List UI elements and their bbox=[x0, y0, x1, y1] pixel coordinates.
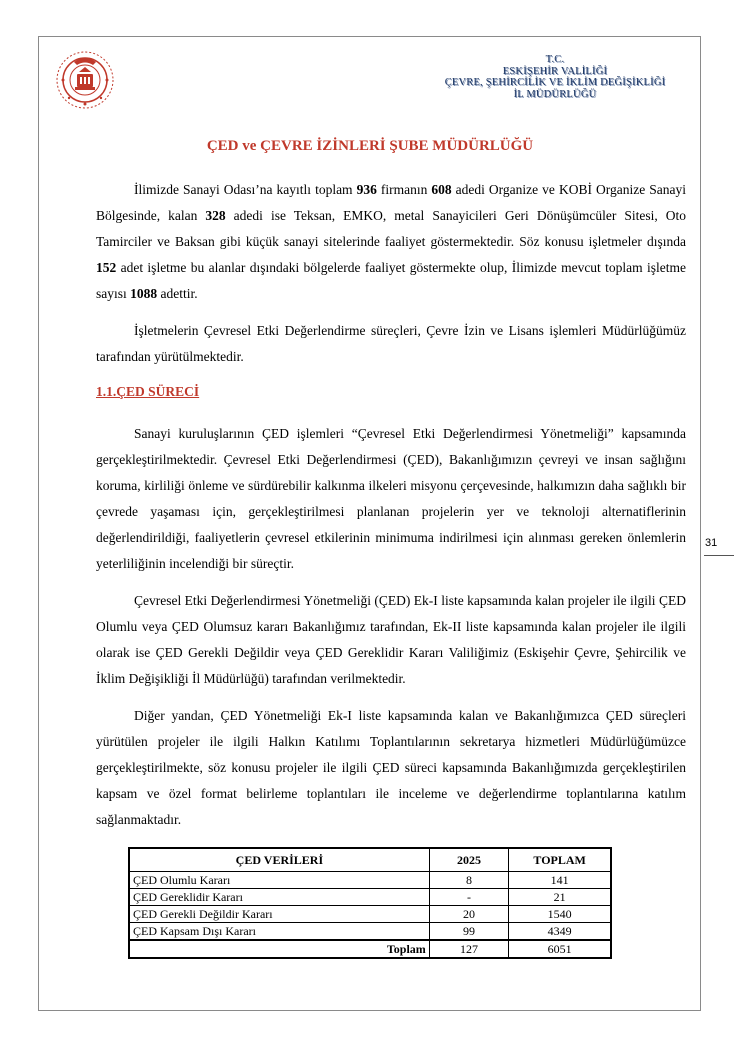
paragraph-4: Çevresel Etki Değerlendirmesi Yönetmeliği (ÇED) Ek-I liste kapsamında kalan projeler ile ilgili ÇED Olumlu veya ÇED Olumsuz kararı Bakanlığımız tarafından, Ek-II liste kapsamında kalan projeler ile ilgili olarak ise ÇED Gerekli Değildir veya ÇED Gereklidir Kararı Valiliğimiz (Eskişehir Çevre, Şehircilik ve İklim Değişikliği İl Müdürlüğü) tarafından verilmektedir. bbox=[96, 593, 686, 686]
table-cell: ÇED Olumlu Kararı bbox=[129, 872, 429, 889]
ced-data-table bbox=[128, 847, 612, 959]
table-row bbox=[129, 923, 611, 941]
header-line-1: T.C. bbox=[545, 54, 565, 65]
table-cell: 20 bbox=[429, 906, 509, 923]
page-number: 31 bbox=[705, 537, 718, 549]
paragraph-5: Diğer yandan, ÇED Yönetmeliği Ek-I liste kapsamında kalan ve Bakanlığımızca ÇED süreçleri yürütülen projeler ile ilgili Halkın Katılımı Toplantılarının sekretarya hizmetleri Müdürlüğümüzce gerçekleştirilmekte, söz konusu projeler ile ilgili ÇED süreci kapsamında Bakanlığımızda gerçekleştirilen kapsam ve özel format belirleme toplantıları ile inceleme ve değerlendirme toplantılarına katılım sağlanmaktadır. bbox=[96, 708, 686, 827]
table-row bbox=[129, 889, 611, 906]
total-2025: 127 bbox=[429, 940, 509, 958]
paragraph-3: Sanayi kuruluşlarının ÇED işlemleri “Çevresel Etki Değerlendirmesi Yönetmeliği” kapsamında gerçekleştirilmektedir. Çevresel Etki Değerlendirmesi (ÇED), Bakanlığımızın çevreyi ve insan sağlığını koruma, kirliliği önleme ve sürdürebilir kalkınma ilkeleri misyonu çerçevesinde, halkımızın daha sağlıklı bir çevrede yaşaması için, gerçekleştirilmesi planlanan projelerin yer ve teknoloji alternatiflerinin değerlendirildiği, faaliyetlerin çevresel etkilerinin minimuma indirilmesi için alınması gereken önlemlerin yeterliliğinin incelendiği bir süreçtir. bbox=[96, 426, 686, 571]
table-cell: 99 bbox=[429, 923, 509, 941]
total-label: Toplam bbox=[129, 940, 429, 958]
table-cell: 141 bbox=[509, 872, 611, 889]
table-header-cell: TOPLAM bbox=[509, 848, 611, 872]
table-cell: 1540 bbox=[509, 906, 611, 923]
paragraph-2: İşletmelerin Çevresel Etki Değerlendirme süreçleri, Çevre İzin ve Lisans işlemleri Müdürlüğümüz tarafından yürütülmektedir. bbox=[96, 323, 686, 364]
table-cell: 8 bbox=[429, 872, 509, 889]
table-cell: ÇED Kapsam Dışı Kararı bbox=[129, 923, 429, 941]
table-cell: 4349 bbox=[509, 923, 611, 941]
header-line-3: ÇEVRE, ŞEHİRCİLİK VE İKLİM DEĞİŞİKLİĞİ bbox=[444, 77, 666, 88]
paragraph-1: İlimizde Sanayi Odası’na kayıtlı toplam 936 firmanın 608 adedi Organize ve KOBİ Organize Sanayi Bölgesinde, kalan 328 adedi ise Teksan, EMKO, metal Sanayicileri Geri Dönüşümcüler Sitesi, Oto Tamirciler ve Baksan gibi küçük sanayi sitelerinde faaliyet göstermektedir. Söz konusu işletmeler dışında 152 adet işletme bu alanlar dışındaki bölgelerde faaliyet göstermekte olup, İlimizde mevcut toplam işletme sayısı 1088 adettir. bbox=[96, 182, 686, 301]
table-cell: - bbox=[429, 889, 509, 906]
ministry-emblem-icon bbox=[52, 46, 118, 112]
page-number-divider bbox=[704, 555, 734, 556]
table-cell: ÇED Gerekli Değildir Kararı bbox=[129, 906, 429, 923]
header-line-4: İL MÜDÜRLÜĞÜ bbox=[513, 88, 597, 100]
table-header-cell: ÇED VERİLERİ bbox=[129, 848, 429, 872]
table-row bbox=[129, 906, 611, 923]
table-header-cell: 2025 bbox=[429, 848, 509, 872]
table-header-row bbox=[129, 848, 611, 872]
total-all: 6051 bbox=[509, 940, 611, 958]
table-cell: 21 bbox=[509, 889, 611, 906]
header-line-2: ESKİŞEHİR VALİLİĞİ bbox=[502, 65, 608, 77]
table-cell: ÇED Gereklidir Kararı bbox=[129, 889, 429, 906]
page-title: ÇED ve ÇEVRE İZİNLERİ ŞUBE MÜDÜRLÜĞÜ bbox=[206, 138, 534, 154]
institution-header bbox=[410, 54, 700, 100]
table-row bbox=[129, 872, 611, 889]
table-total-row bbox=[129, 940, 611, 958]
section-title: 1.1.ÇED SÜRECİ bbox=[96, 384, 200, 399]
